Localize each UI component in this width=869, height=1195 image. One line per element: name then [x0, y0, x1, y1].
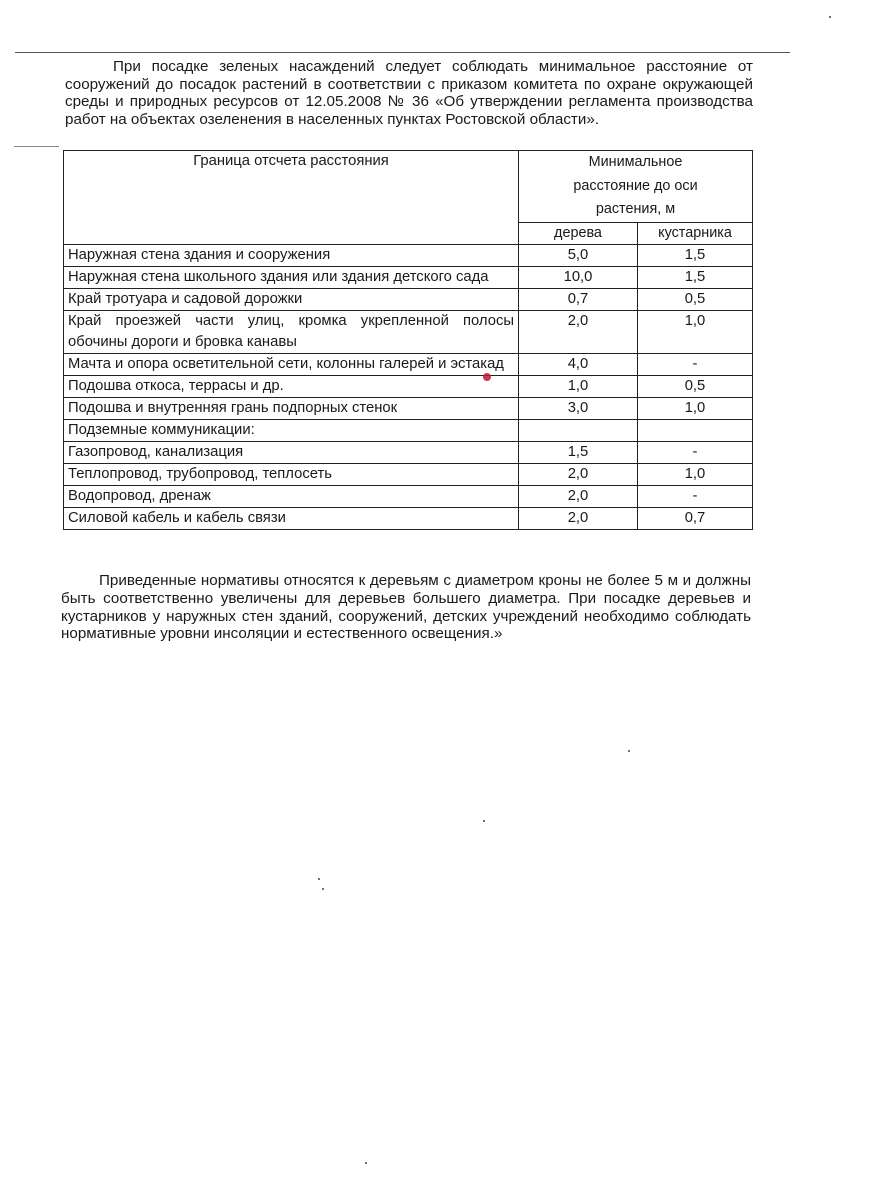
row-shrubs: 1,5: [638, 266, 753, 288]
header-boundary: Граница отсчета расстояния: [64, 151, 519, 245]
row-trees: 5,0: [519, 244, 638, 266]
header-trees: дерева: [519, 222, 638, 244]
intro-paragraph: При посадке зеленых насаждений следует соблюдать минимальное расстояние от сооружений до посадок растений в соответствии с приказом комитета по охране окружающей среды и природных ресурсов от 12.05.2008 № 36 «Об утверждении регламента производства работ на объектах озеленения в населенных пунктах Ростовской области».: [65, 58, 753, 128]
row-shrubs: [638, 419, 753, 441]
table-row: [64, 419, 753, 441]
table-row: [64, 485, 753, 507]
row-trees: 2,0: [519, 507, 638, 529]
row-trees: 1,0: [519, 375, 638, 397]
header-shrubs: кустарника: [638, 222, 753, 244]
red-pen-mark: [483, 373, 491, 381]
table-row: [64, 397, 753, 419]
row-trees: [519, 419, 638, 441]
table-row: [64, 310, 753, 353]
row-name: Мачта и опора осветительной сети, колонны галерей и эстакад: [64, 353, 519, 375]
row-name: Подошва и внутренняя грань подпорных стенок: [64, 397, 519, 419]
row-trees: 1,5: [519, 441, 638, 463]
row-shrubs: 1,0: [638, 397, 753, 419]
table-row: [64, 507, 753, 529]
row-shrubs: 1,0: [638, 463, 753, 485]
table-row: [64, 266, 753, 288]
header-distance: Минимальное расстояние до оси растения, м: [519, 151, 753, 223]
row-name: Наружная стена здания и сооружения: [64, 244, 519, 266]
scan-speck: [318, 878, 320, 880]
scan-speck: [322, 888, 324, 890]
row-name: Наружная стена школьного здания или здания детского сада: [64, 266, 519, 288]
row-shrubs: 1,5: [638, 244, 753, 266]
row-name: Край проезжей части улиц, кромка укрепленной полосы обочины дороги и бровка канавы: [64, 310, 519, 353]
row-trees: 0,7: [519, 288, 638, 310]
table-row: [64, 441, 753, 463]
table-row: [64, 463, 753, 485]
row-name: Водопровод, дренаж: [64, 485, 519, 507]
row-name: Подошва откоса, террасы и др.: [64, 375, 519, 397]
row-shrubs: -: [638, 485, 753, 507]
distance-table: [63, 150, 753, 530]
scan-speck: [628, 750, 630, 752]
row-trees: 4,0: [519, 353, 638, 375]
row-trees: 2,0: [519, 485, 638, 507]
outro-paragraph: Приведенные нормативы относятся к деревьям с диаметром кроны не более 5 м и должны быть соответственно увеличены для деревьев большего диаметра. При посадке деревьев и кустарников у наружных стен зданий, сооружений, детских учреждений необходимо соблюдать нормативные уровни инсоляции и естественного освещения.»: [61, 572, 751, 643]
scan-top-rule: [15, 52, 790, 53]
row-shrubs: 0,7: [638, 507, 753, 529]
row-name: Подземные коммуникации:: [64, 419, 519, 441]
row-shrubs: 0,5: [638, 288, 753, 310]
row-trees: 2,0: [519, 463, 638, 485]
row-trees: 3,0: [519, 397, 638, 419]
scan-left-dash: [14, 146, 59, 147]
row-name: Силовой кабель и кабель связи: [64, 507, 519, 529]
row-shrubs: 1,0: [638, 310, 753, 353]
table-row: [64, 353, 753, 375]
row-shrubs: 0,5: [638, 375, 753, 397]
row-trees: 2,0: [519, 310, 638, 353]
table-row: [64, 375, 753, 397]
table-row: [64, 244, 753, 266]
scan-speck: [829, 16, 831, 18]
row-shrubs: -: [638, 441, 753, 463]
row-shrubs: -: [638, 353, 753, 375]
row-name: Теплопровод, трубопровод, теплосеть: [64, 463, 519, 485]
table-header-row: [64, 151, 753, 223]
scan-speck: [365, 1162, 367, 1164]
row-name: Край тротуара и садовой дорожки: [64, 288, 519, 310]
row-trees: 10,0: [519, 266, 638, 288]
scan-speck: [483, 820, 485, 822]
table-row: [64, 288, 753, 310]
row-name: Газопровод, канализация: [64, 441, 519, 463]
